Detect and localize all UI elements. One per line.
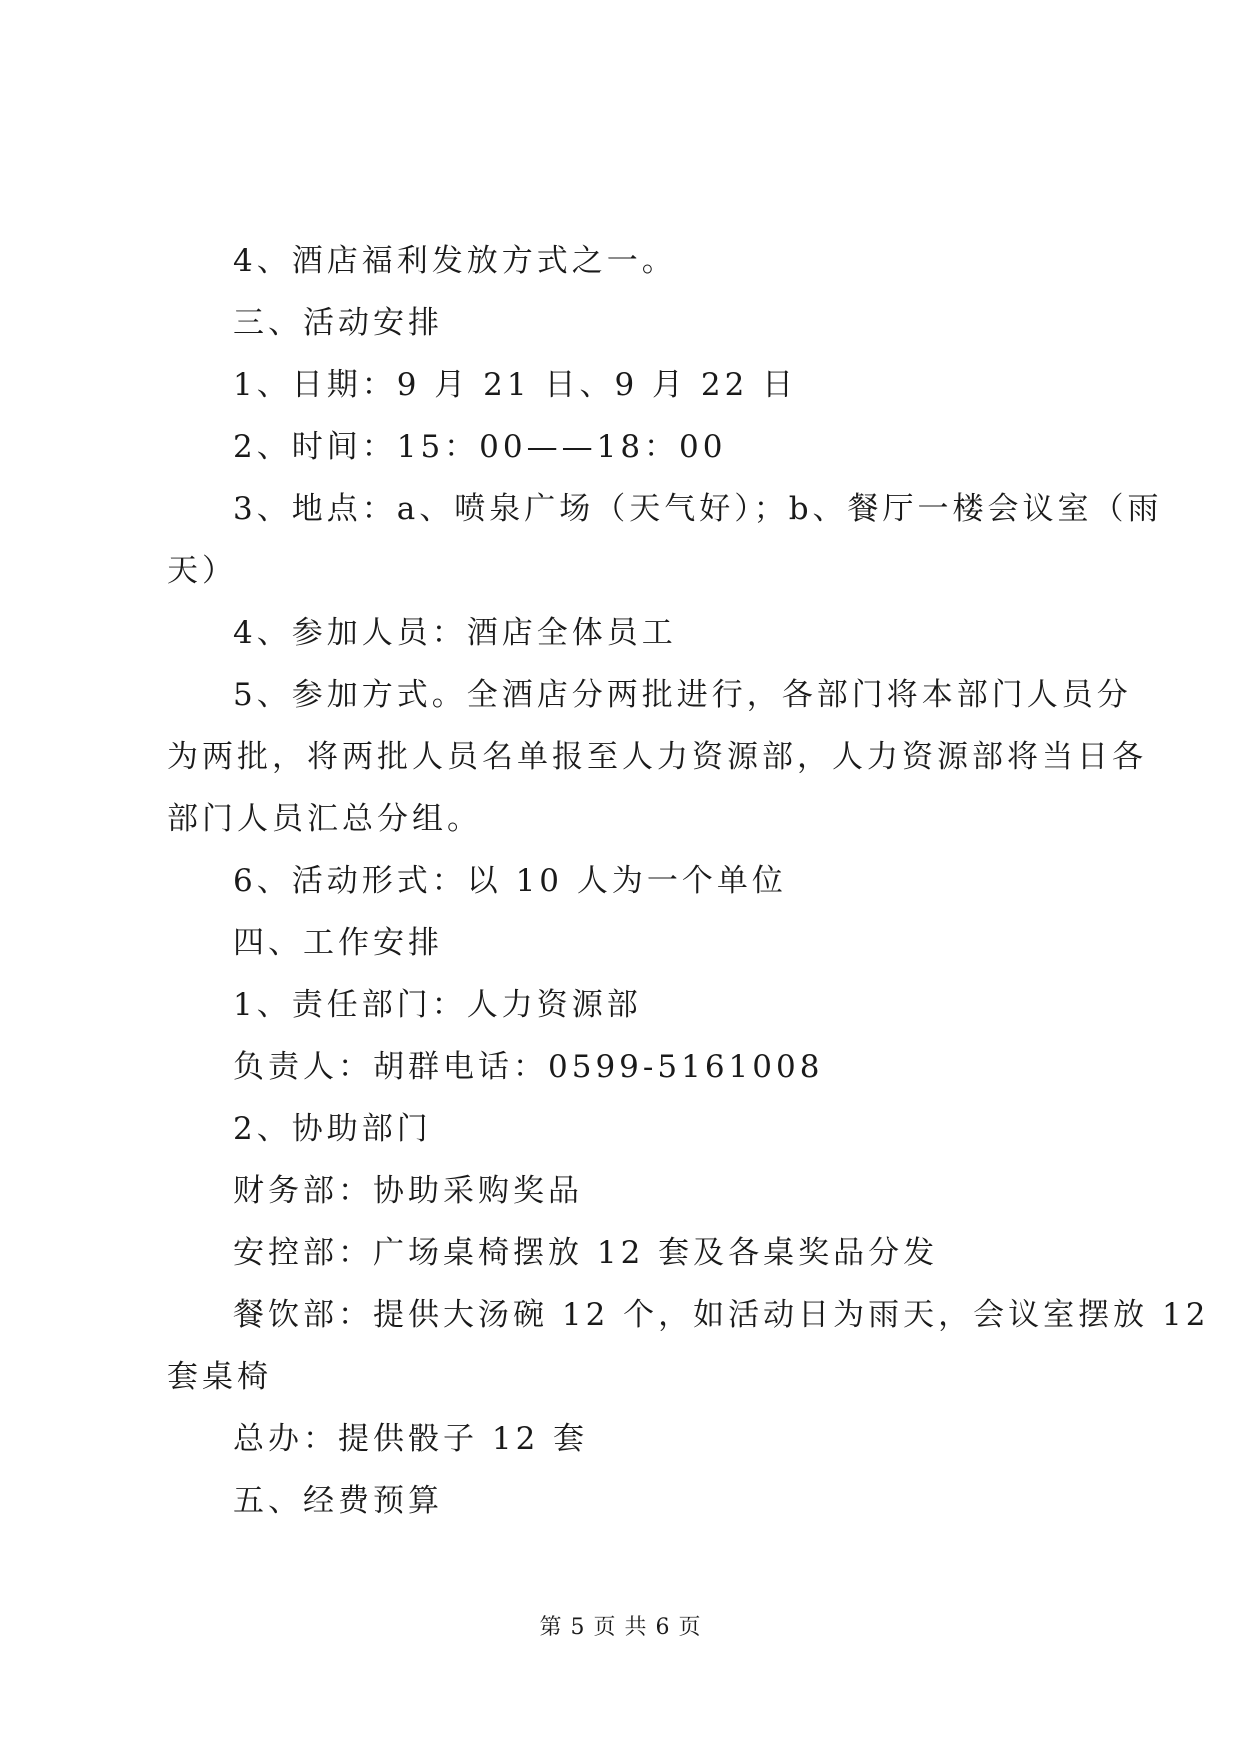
- paragraph-line: 餐饮部：提供大汤碗 12 个，如活动日为雨天，会议室摆放 12: [233, 1297, 1210, 1333]
- paragraph-line: 总办：提供骰子 12 套: [233, 1421, 589, 1457]
- section-heading: 三、活动安排: [233, 305, 443, 341]
- paragraph-line: 4、参加人员：酒店全体员工: [233, 615, 677, 651]
- paragraph-line: 1、日期：9 月 21 日、9 月 22 日: [233, 367, 798, 403]
- paragraph-line: 负责人：胡群电话：0599-5161008: [233, 1049, 824, 1085]
- paragraph-line: 2、协助部门: [233, 1111, 432, 1147]
- paragraph-line: 安控部：广场桌椅摆放 12 套及各桌奖品分发: [233, 1235, 939, 1271]
- paragraph-line: 1、责任部门：人力资源部: [233, 987, 642, 1023]
- paragraph-line: 套桌椅: [167, 1359, 272, 1395]
- paragraph-line: 为两批，将两批人员名单报至人力资源部，人力资源部将当日各: [167, 739, 1147, 775]
- section-heading: 五、经费预算: [233, 1483, 443, 1519]
- paragraph-line: 天）: [167, 553, 237, 589]
- section-heading: 四、工作安排: [233, 925, 443, 961]
- paragraph-line: 2、时间：15：00——18：00: [233, 429, 727, 465]
- document-body: [167, 230, 1210, 1532]
- page-number-footer: 第 5 页 共 6 页: [539, 1615, 702, 1640]
- paragraph-line: 部门人员汇总分组。: [167, 801, 482, 837]
- paragraph-line: 5、参加方式。全酒店分两批进行，各部门将本部门人员分: [233, 677, 1132, 713]
- paragraph-line: 财务部：协助采购奖品: [233, 1173, 583, 1209]
- paragraph-line: 4、酒店福利发放方式之一。: [233, 243, 677, 279]
- paragraph-line: 3、地点：a、喷泉广场（天气好）；b、餐厅一楼会议室（雨: [233, 491, 1163, 527]
- paragraph-line: 6、活动形式：以 10 人为一个单位: [233, 863, 787, 899]
